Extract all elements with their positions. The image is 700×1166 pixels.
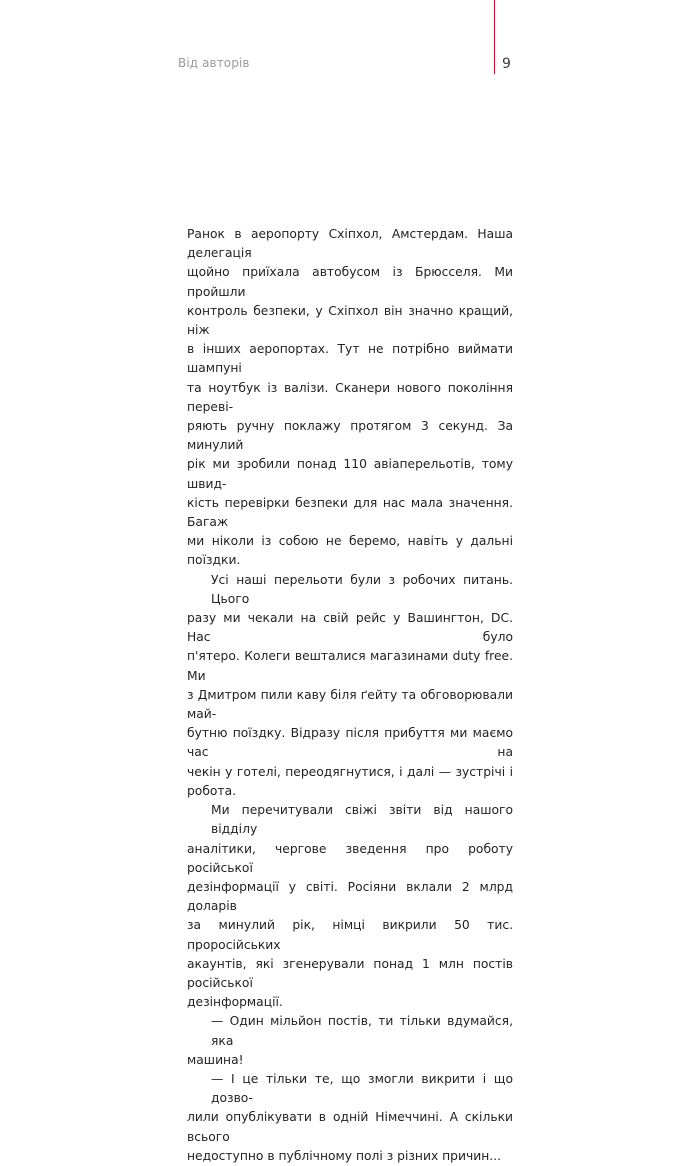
running-header: Від авторів [178, 56, 250, 70]
paragraph-5 [187, 1070, 513, 1166]
text-line: акаунтів, які згенерували понад 1 млн постів російської [187, 956, 513, 990]
text-line: — Один мільйон постів, ти тільки вдумайся, яка [211, 1014, 513, 1048]
text-line: аналітики, чергове зведення про роботу російської [187, 841, 513, 875]
text-line: лили опублікувати в одній Німеччині. А скільки всього [187, 1110, 513, 1144]
text-line: п'ятеро. Колеги вешталися магазинами duty free. Ми [187, 649, 513, 683]
text-line: ми ніколи із собою не беремо, навіть у дальні поїздки. [187, 534, 513, 568]
text-line: та ноутбук із валізи. Сканери нового покоління переві- [187, 380, 513, 414]
text-line: Усі наші перельоти були з робочих питань. Цього [211, 572, 513, 606]
text-line: машина! [187, 1052, 244, 1067]
body-text [187, 225, 513, 1166]
text-line: недоступно в публічному полі з різних причин... [187, 1148, 502, 1163]
text-line: з Дмитром пили каву біля ґейту та обговорювали май- [187, 687, 513, 722]
paragraph-3 [187, 801, 513, 1012]
page-number: 9 [502, 56, 511, 72]
paragraph-4 [187, 1012, 513, 1070]
text-line: щойно приїхала автобусом із Брюсселя. Ми пройшли [187, 265, 513, 299]
paragraph-2 [187, 571, 513, 801]
text-line: бутню поїздку. Відразу після прибуття ми маємо час на [187, 726, 513, 760]
text-line: дезінформації. [187, 995, 283, 1010]
text-line: Ранок в аеропорту Схіпхол, Амстердам. Наша делегація [187, 227, 513, 261]
text-line: Ми перечитували свіжі звіти від нашого відділу [211, 803, 513, 837]
text-line: кість перевірки безпеки для нас мала значення. Багаж [187, 495, 513, 530]
text-line: за минулий рік, німці викрили 50 тис. проросійських [187, 918, 513, 952]
text-line: ряють ручну поклажу протягом 3 секунд. За минулий [187, 419, 513, 453]
paragraph-1 [187, 225, 513, 571]
text-line: контроль безпеки, у Схіпхол він значно кращий, ніж [187, 303, 513, 338]
text-line: чекін у готелі, переодягнутися, і далі — зустрічі і робота. [187, 764, 513, 798]
text-line: разу ми чекали на свій рейс у Вашингтон, DC. Нас було [187, 611, 513, 645]
text-line: в інших аеропортах. Тут не потрібно виймати шампуні [187, 342, 513, 376]
text-line: — І це тільки те, що змогли викрити і що дозво- [211, 1071, 513, 1106]
text-line: рік ми зробили понад 110 авіаперельотів, тому швид- [187, 457, 513, 491]
header-rule [494, 0, 495, 74]
text-line: дезінформації у світі. Росіяни вклали 2 млрд доларів [187, 879, 513, 914]
